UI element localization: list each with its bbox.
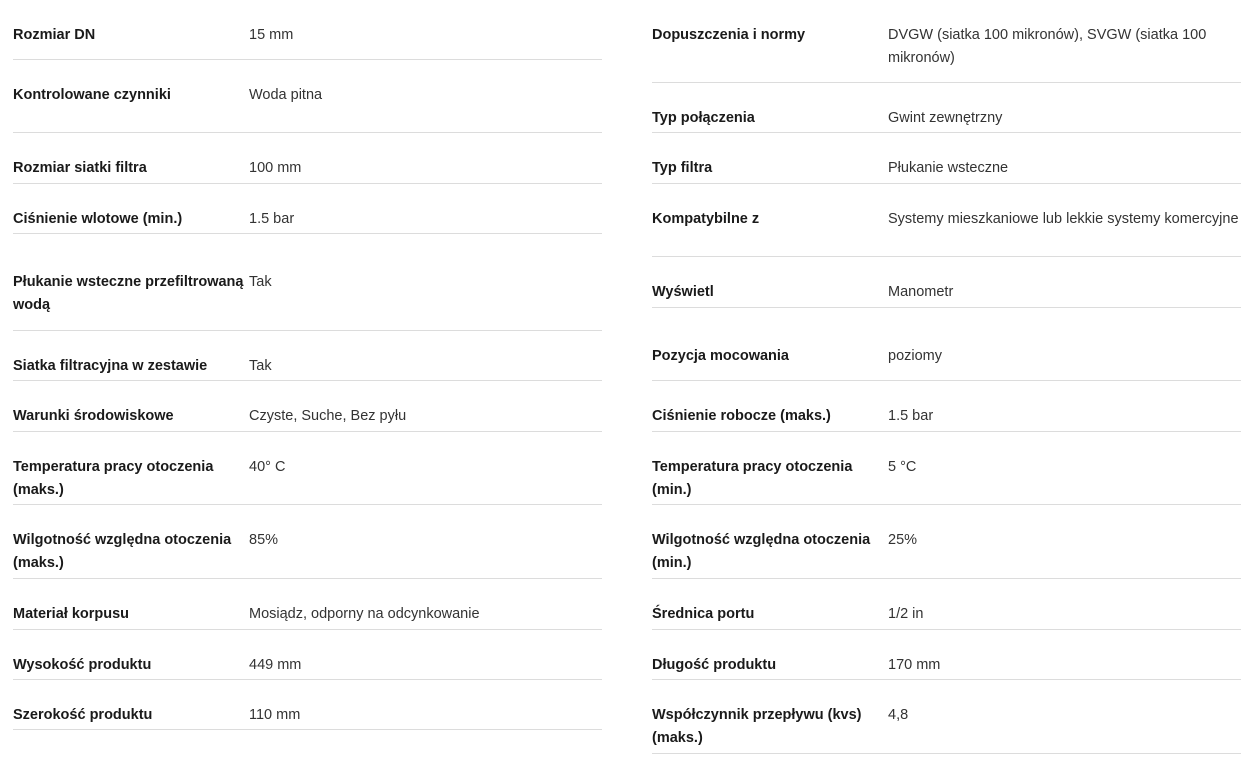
spec-value: poziomy [888,348,942,364]
spec-row [652,381,1241,432]
spec-value: Mosiądz, odporny na odcynkowanie [249,606,480,622]
spec-label: Typ filtra [652,160,713,176]
spec-label: Średnica portu [652,606,755,622]
spec-value: 449 mm [249,657,302,673]
spec-value: DVGW (siatka 100 mikronów), SVGW (siatka 100 mikronów) [888,27,1207,66]
spec-value: 4,8 [888,707,909,723]
spec-label: Ciśnienie robocze (maks.) [652,408,831,424]
spec-value: 1.5 bar [888,408,934,424]
spec-row [652,0,1241,83]
spec-label: Temperatura pracy otoczenia (maks.) [13,459,214,498]
spec-row [13,630,602,680]
spec-value: 40° C [249,459,286,475]
spec-label: Materiał korpusu [13,606,130,622]
spec-row [652,579,1241,630]
spec-value: 85% [249,532,279,548]
spec-label: Ciśnienie wlotowe (min.) [13,211,183,227]
spec-label: Szerokość produktu [13,707,153,723]
spec-value: 15 mm [249,27,294,43]
spec-value: 1.5 bar [249,211,295,227]
spec-row [652,184,1241,257]
spec-label: Rozmiar DN [13,27,96,43]
spec-label: Wilgotność względna otoczenia (min.) [652,532,871,571]
spec-value: Płukanie wsteczne [888,160,1009,176]
spec-value: 110 mm [249,707,301,723]
spec-row [13,0,602,60]
spec-label: Kompatybilne z [652,211,760,227]
spec-value: 1/2 in [888,606,924,622]
spec-row [652,133,1241,184]
spec-row [13,60,602,133]
spec-row [13,505,602,579]
spec-grid [13,0,1241,754]
spec-row [652,257,1241,308]
spec-value: Manometr [888,284,954,300]
spec-row [652,505,1241,579]
spec-row [652,83,1241,133]
spec-label: Temperatura pracy otoczenia (min.) [652,459,853,498]
spec-row [652,680,1241,754]
spec-label: Wilgotność względna otoczenia (maks.) [13,532,232,571]
spec-row [13,680,602,730]
spec-label: Rozmiar siatki filtra [13,160,147,176]
spec-label: Warunki środowiskowe [13,408,174,424]
spec-row [13,133,602,184]
spec-label: Dopuszczenia i normy [652,27,806,43]
spec-label: Pozycja mocowania [652,348,789,364]
spec-label: Płukanie wsteczne przefiltrowaną wodą [13,274,244,313]
spec-value: 5 °C [888,459,917,475]
spec-label: Kontrolowane czynniki [13,87,171,103]
spec-label: Długość produktu [652,657,777,673]
spec-value: 25% [888,532,918,548]
spec-row [652,630,1241,680]
spec-row [652,308,1241,381]
spec-label: Wysokość produktu [13,657,152,673]
spec-row [652,432,1241,505]
spec-row [13,331,602,381]
spec-label: Wyświetl [652,284,714,300]
spec-value: Woda pitna [249,87,323,103]
spec-row [13,579,602,630]
spec-value: Tak [249,274,272,290]
spec-value: Systemy mieszkaniowe lub lekkie systemy komercyjne [888,211,1239,227]
spec-row [13,184,602,234]
spec-column-right [652,0,1241,754]
spec-row [13,381,602,432]
spec-label: Siatka filtracyjna w zestawie [13,358,208,374]
spec-value: 100 mm [249,160,302,176]
spec-label: Współczynnik przepływu (kvs) (maks.) [652,707,862,746]
spec-value: Czyste, Suche, Bez pyłu [249,408,407,424]
spec-column-left [13,0,602,754]
spec-value: Gwint zewnętrzny [888,110,1003,126]
spec-value: Tak [249,358,272,374]
spec-row [13,234,602,331]
spec-label: Typ połączenia [652,110,755,126]
spec-row [13,432,602,505]
spec-value: 170 mm [888,657,941,673]
